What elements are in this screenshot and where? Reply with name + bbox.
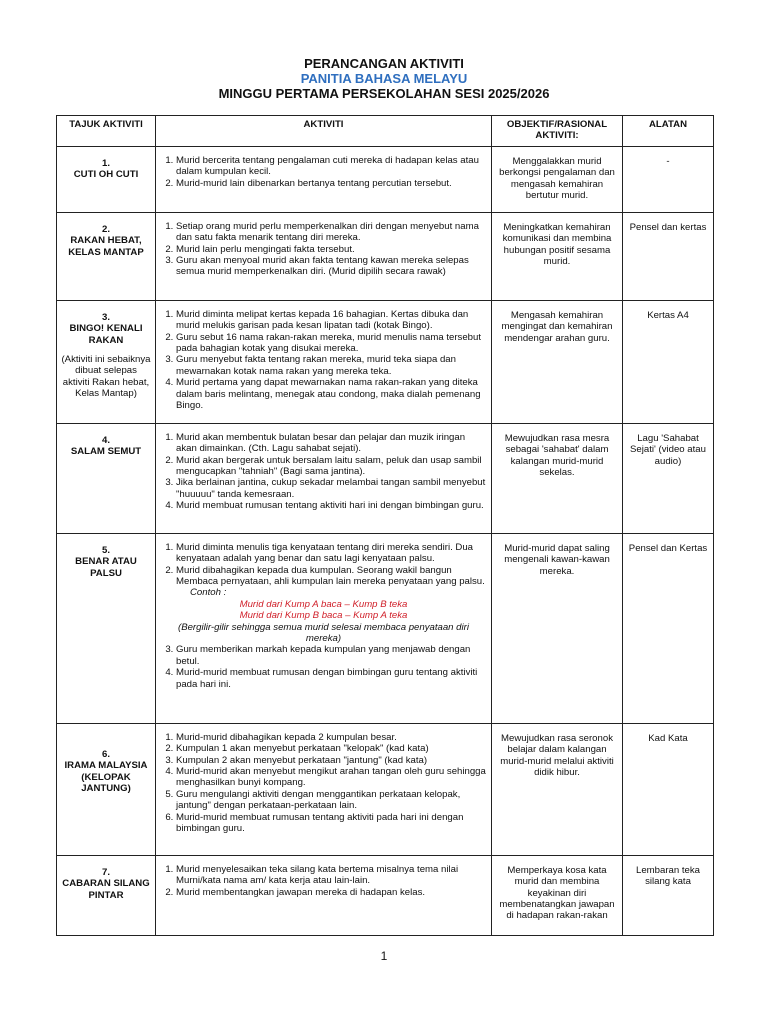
example-label: Contoh : [190, 587, 227, 599]
table-row [57, 423, 714, 533]
list-item: 4. Murid-murid membuat rumusan dengan bimbingan guru tentang aktiviti pada hari ini. [176, 667, 487, 690]
tools-cell [623, 423, 714, 533]
tools-text: Pensel dan Kertas [628, 542, 708, 554]
activity-title: RAKAN HEBAT, KELAS MANTAP [68, 235, 144, 258]
activity-steps [160, 309, 487, 412]
tools-cell [623, 855, 714, 935]
list-item: 3. Guru akan menyoal murid akan fakta tentang kawan mereka selepas semua murid memperkenalkan diri. (Murid dipilih secara rawak) [176, 255, 487, 278]
list-item: 3. Guru memberikan markah kepada kumpulan yang menjawab dengan betul. [176, 644, 487, 667]
activity-table [56, 115, 714, 936]
objective-cell [492, 723, 623, 855]
page-number: 1 [380, 949, 388, 963]
tools-text: Pensel dan kertas [629, 221, 707, 233]
activity-number: 1. [101, 157, 110, 169]
activity-steps [160, 221, 487, 278]
activity-steps-cell [156, 300, 492, 423]
list-item: 1. Murid bercerita tentang pengalaman cuti mereka di hadapan kelas atau dalam kumpulan kecil. [176, 155, 487, 178]
objective-text: Murid-murid dapat saling mengenali kawan-kawan mereka. [504, 542, 610, 577]
objective-cell [492, 533, 623, 723]
activity-steps-cell [156, 423, 492, 533]
tools-cell [623, 533, 714, 723]
activity-steps [160, 864, 487, 898]
table-row [57, 533, 714, 723]
column-header-alatan: ALATAN [623, 116, 714, 147]
activity-title: SALAM SEMUT [70, 446, 142, 458]
objective-cell [492, 212, 623, 300]
activity-title-cell [57, 300, 156, 423]
activity-number: 3. [101, 311, 110, 323]
panel-name: PANITIA BAHASA MELAYU [300, 71, 468, 86]
list-item: 1. Murid diminta melipat kertas kepada 16 bahagian. Kertas dibuka dan murid melukis garisan pada kesan lipatan tadi (kotak Bingo). [176, 309, 487, 332]
tools-cell [623, 300, 714, 423]
list-item: 3. Kumpulan 2 akan menyebut perkataan "jantung" (kad kata) [176, 755, 487, 766]
activity-steps [160, 542, 487, 588]
activity-number: 2. [101, 223, 110, 235]
example-note: (Bergilir-gilir sehingga semua murid selesai membaca penyataan diri mereka) [178, 621, 469, 645]
activity-title: IRAMA MALAYSIA (KELOPAK JANTUNG) [64, 760, 148, 795]
table-header-row [57, 116, 714, 147]
table-row [57, 146, 714, 212]
activity-note: (Aktiviti ini sebaiknya dibuat selepas aktiviti Rakan hebat, Kelas Mantap) [61, 354, 151, 400]
activity-title-cell [57, 723, 156, 855]
objective-cell [492, 300, 623, 423]
activity-title-cell [57, 146, 156, 212]
document-header [0, 56, 768, 101]
activity-title-cell [57, 423, 156, 533]
objective-cell [492, 423, 623, 533]
objective-cell [492, 855, 623, 935]
activity-title-cell [57, 855, 156, 935]
activity-steps-cell [156, 855, 492, 935]
column-header-objektif: OBJEKTIF/RASIONAL AKTIVITI: [492, 116, 623, 147]
list-item: 2. Guru sebut 16 nama rakan-rakan mereka, murid menulis nama tersebut pada bahagian kotak yang disukai mereka. [176, 332, 487, 355]
tools-text: Kertas A4 [647, 309, 689, 321]
list-item: 3. Jika berlainan jantina, cukup sekadar melambai tangan sambil menyebut "huuuuu" tanda kemesraan. [176, 477, 487, 500]
tools-cell [623, 212, 714, 300]
list-item: 1. Setiap orang murid perlu memperkenalkan diri dengan menyebut nama dan satu fakta menarik tentang diri mereka. [176, 221, 487, 244]
table-row [57, 855, 714, 935]
list-item: 2. Murid-murid lain dibenarkan bertanya tentang percutian tersebut. [176, 178, 487, 189]
objective-text: Mewujudkan rasa seronok belajar dalam kalangan murid-murid melalui aktiviti didik hibur. [500, 732, 614, 779]
tools-text: Lembaran teka silang kata [636, 864, 700, 888]
document-title: PERANCANGAN AKTIVITI [304, 56, 464, 71]
example-line: Murid dari Kump B baca – Kump A teka [239, 610, 408, 622]
tools-text: Kad Kata [648, 732, 688, 744]
list-item: 1. Murid-murid dibahagikan kepada 2 kumpulan besar. [176, 732, 487, 743]
activity-steps-cell [156, 723, 492, 855]
example-line: Murid dari Kump A baca – Kump B teka [239, 598, 408, 610]
objective-text: Mewujudkan rasa mesra sebagai 'sahabat' dalam kalangan murid-murid sekelas. [504, 432, 610, 479]
activity-title-cell [57, 212, 156, 300]
list-item: 4. Murid pertama yang dapat mewarnakan nama rakan-rakan yang diteka dalam baris melintang, menegak atau condong, maka dialah pemenang Bingo. [176, 377, 487, 411]
activity-number: 6. [101, 748, 110, 760]
objective-cell [492, 146, 623, 212]
table-row [57, 723, 714, 855]
activity-steps [160, 732, 487, 835]
activity-title-cell [57, 533, 156, 723]
objective-text: Memperkaya kosa kata murid dan membina keyakinan diri membenatangkan jawapan di hadapan rakan-rakan [499, 864, 615, 922]
list-item: 1. Murid menyelesaikan teka silang kata bertema misalnya tema nilai Murni/kata nama am/ kata kerja atau lain-lain. [176, 864, 487, 887]
activity-steps [160, 155, 487, 189]
document-subtitle: MINGGU PERTAMA PERSEKOLAHAN SESI 2025/2026 [218, 86, 550, 101]
activity-title: CUTI OH CUTI [73, 169, 139, 181]
tools-text: Lagu 'Sahabat Sejati' (video atau audio) [630, 432, 706, 467]
list-item: 2. Kumpulan 1 akan menyebut perkataan "kelopak" (kad kata) [176, 743, 487, 754]
list-item: 2. Murid akan bergerak untuk bersalam laitu salam, peluk dan usap sambil mengucapkan "tahniah" (Bagi sama jantina). [176, 455, 487, 478]
list-item: 2. Murid dibahagikan kepada dua kumpulan. Seorang wakil bangun Membaca pernyataan, ahli kumpulan lain mereka penyataan yang palsu. [176, 565, 487, 588]
activity-title: CABARAN SILANG PINTAR [62, 878, 150, 901]
tools-text: - [666, 155, 670, 167]
activity-number: 5. [101, 544, 110, 556]
list-item: 6. Murid-murid membuat rumusan tentang aktiviti pada hari ini dengan bimbingan guru. [176, 812, 487, 835]
list-item: 2. Murid membentangkan jawapan mereka di hadapan kelas. [176, 887, 487, 898]
table-row [57, 212, 714, 300]
column-header-aktiviti: AKTIVITI [156, 116, 492, 147]
activity-steps-cell [156, 533, 492, 723]
tools-cell [623, 146, 714, 212]
activity-steps-cell [156, 146, 492, 212]
activity-steps-continued [160, 644, 487, 690]
activity-title: BINGO! KENALI RAKAN [69, 323, 143, 346]
activity-number: 7. [101, 866, 110, 878]
objective-text: Meningkatkan kemahiran komunikasi dan membina hubungan positif sesama murid. [502, 221, 612, 268]
table-row [57, 300, 714, 423]
list-item: 4. Murid-murid akan menyebut mengikut arahan tangan oleh guru sehingga menghasilkan bunyi kompang. [176, 766, 487, 789]
objective-text: Menggalakkan murid berkongsi pengalaman dan mengasah kemahiran bertutur murid. [499, 155, 615, 202]
list-item: 4. Murid membuat rumusan tentang aktiviti hari ini dengan bimbingan guru. [176, 500, 487, 511]
activity-title: BENAR ATAU PALSU [75, 556, 137, 579]
activity-number: 4. [101, 434, 110, 446]
column-header-tajuk: TAJUK AKTIVITI [57, 116, 156, 147]
objective-text: Mengasah kemahiran mengingat dan kemahiran mendengar arahan guru. [501, 309, 613, 344]
list-item: 2. Murid lain perlu mengingati fakta tersebut. [176, 244, 487, 255]
activity-steps-cell [156, 212, 492, 300]
list-item: 1. Murid akan membentuk bulatan besar dan pelajar dan muzik iringan akan dimainkan. (Cth. Lagu sahabat sejati). [176, 432, 487, 455]
list-item: 1. Murid diminta menulis tiga kenyataan tentang diri mereka sendiri. Dua kenyataan adalah yang benar dan satu lagi kenyataan palsu. [176, 542, 487, 565]
list-item: 3. Guru menyebut fakta tentang rakan mereka, murid teka siapa dan mewarnakan kotak nama rakan yang mereka teka. [176, 354, 487, 377]
activity-steps [160, 432, 487, 512]
list-item: 5. Guru mengulangi aktiviti dengan menggantikan perkataan kelopak, jantung" dengan perkataan-perkataan lain. [176, 789, 487, 812]
tools-cell [623, 723, 714, 855]
